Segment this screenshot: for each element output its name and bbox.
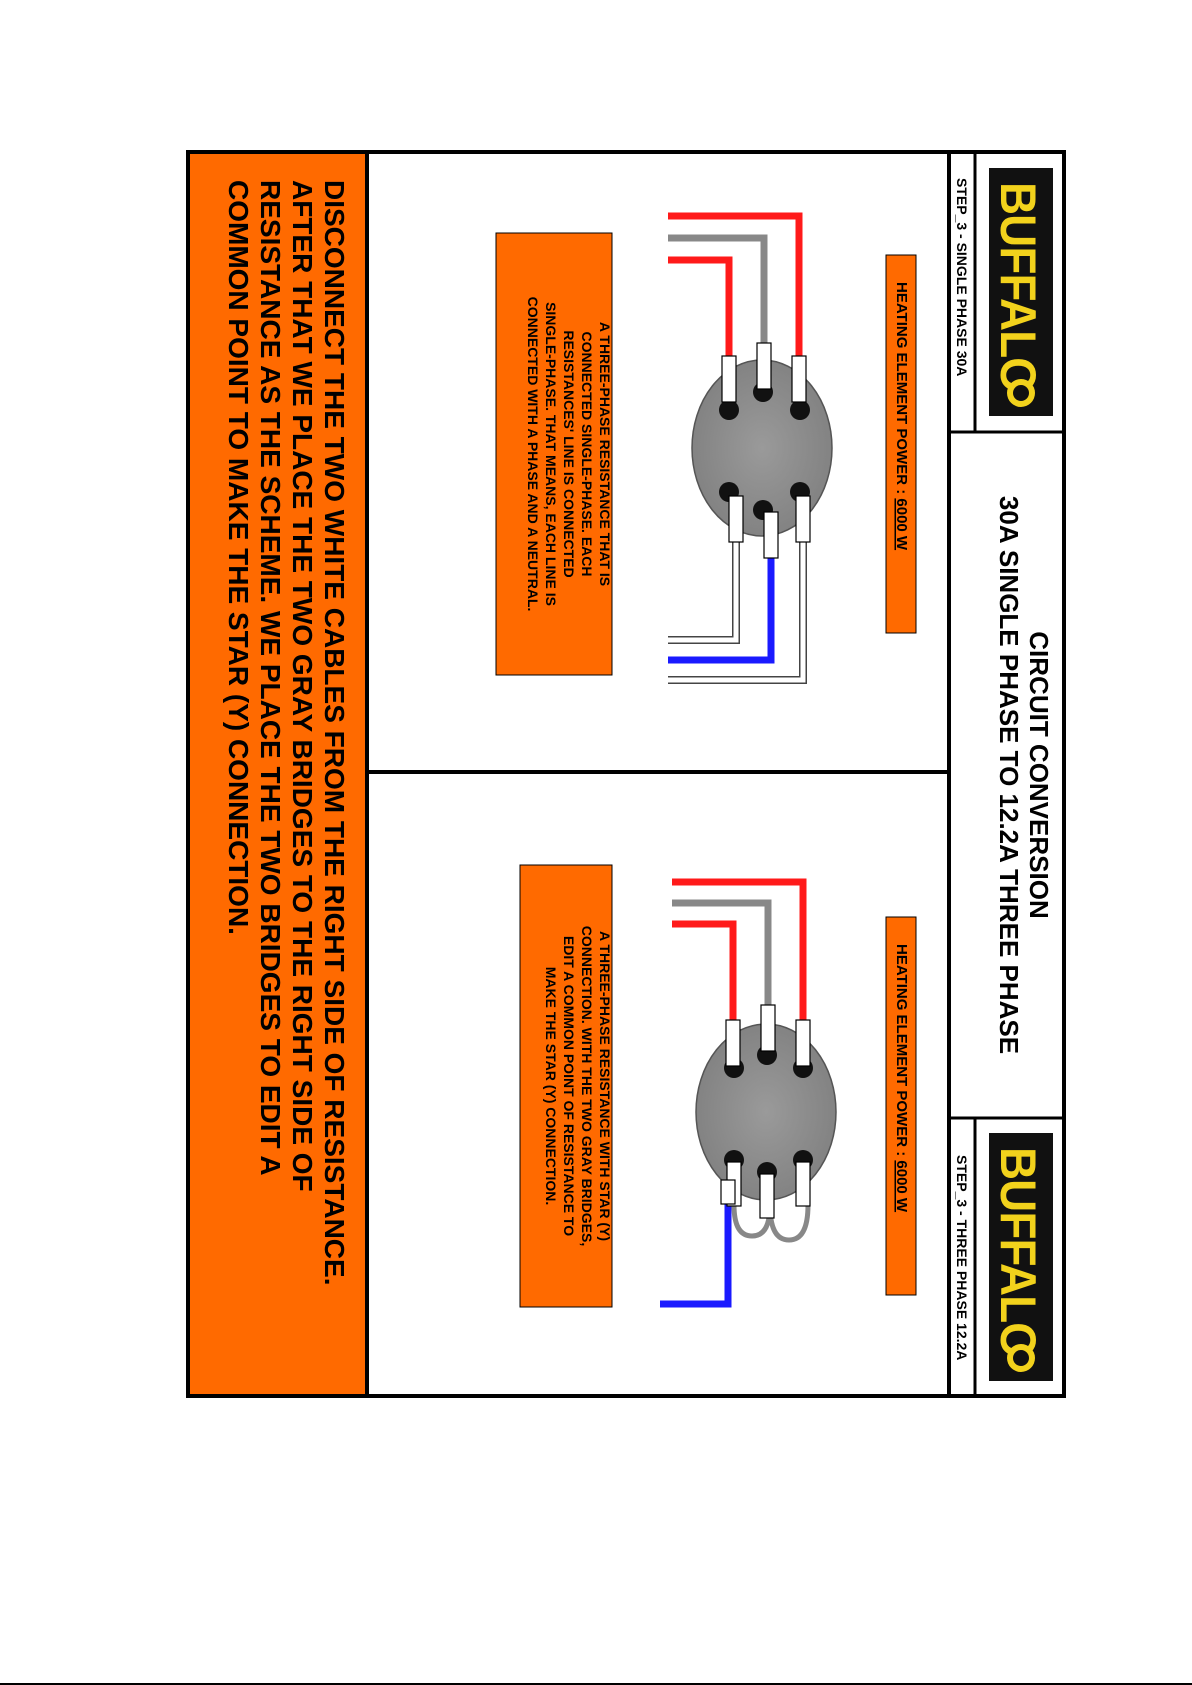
logo-bottom-text: BUFFALO <box>990 1147 1046 1377</box>
left-note-line-3: RESISTANCES' LINE IS CONNECTED <box>561 330 577 578</box>
svg-text:HEATING ELEMENT POWER : 6000 W <box>893 944 910 1213</box>
logo-bottom <box>989 1133 1053 1381</box>
left-note-line-2: CONNECTED SINGLE-PHASE. EACH <box>579 331 595 577</box>
instruction-line-2: AFTER THAT WE PLACE THE TWO GRAY BRIDGES TO THE RIGHT SIDE OF <box>287 180 318 1192</box>
svg-text:HEATING ELEMENT POWER : 6000 W <box>893 282 910 551</box>
right-note-line-3: EDIT A COMMON POINT OF RESISTANCE TO <box>561 935 577 1237</box>
right-note-line-2: CONNECTION. WITH THE TWO GRAY BRIDGES, <box>579 925 595 1247</box>
instruction-line-3: RESISTANCE AS THE SCHEME. WE PLACE THE TWO BRIDGES TO EDIT A <box>255 180 286 1176</box>
right-power-label: HEATING ELEMENT POWER : <box>893 944 910 1161</box>
step-label-three-phase: STEP_3 - THREE PHASE 12.2A <box>954 1155 970 1361</box>
left-power-label: HEATING ELEMENT POWER : <box>893 282 910 499</box>
left-note-line-1: A THREE-PHASE RESISTANCE THAT IS <box>597 321 613 587</box>
logo-top <box>989 168 1053 416</box>
title-line-2: 30A SINGLE PHASE TO 12.2A THREE PHASE <box>994 495 1024 1055</box>
left-note-line-5: CONNECTED WITH A PHASE AND A NEUTRAL. <box>525 296 541 612</box>
left-power-value: 6000 W <box>893 498 910 551</box>
right-note-line-1: A THREE-PHASE RESISTANCE WITH STAR (Y) <box>597 930 613 1242</box>
left-note-line-4: SINGLE-PHASE. THAT MEANS, EACH LINE IS <box>543 302 559 606</box>
right-note-line-4: MAKE THE STAR (Y) CONNECTION. <box>543 966 559 1206</box>
instruction-line-1: DISCONNECT THE TWO WHITE CABLES FROM THE RIGHT SIDE OF RESISTANCE. <box>319 180 350 1286</box>
title-line-1: CIRCUIT CONVERSION <box>1024 631 1054 919</box>
right-power-value: 6000 W <box>893 1160 910 1213</box>
logo-top-text: BUFFALO <box>990 182 1046 412</box>
step-label-single-phase: STEP_3 - SINGLE PHASE 30A <box>954 178 970 377</box>
instruction-line-4: COMMON POINT TO MAKE THE STAR (Y) CONNECTION. <box>223 180 254 935</box>
